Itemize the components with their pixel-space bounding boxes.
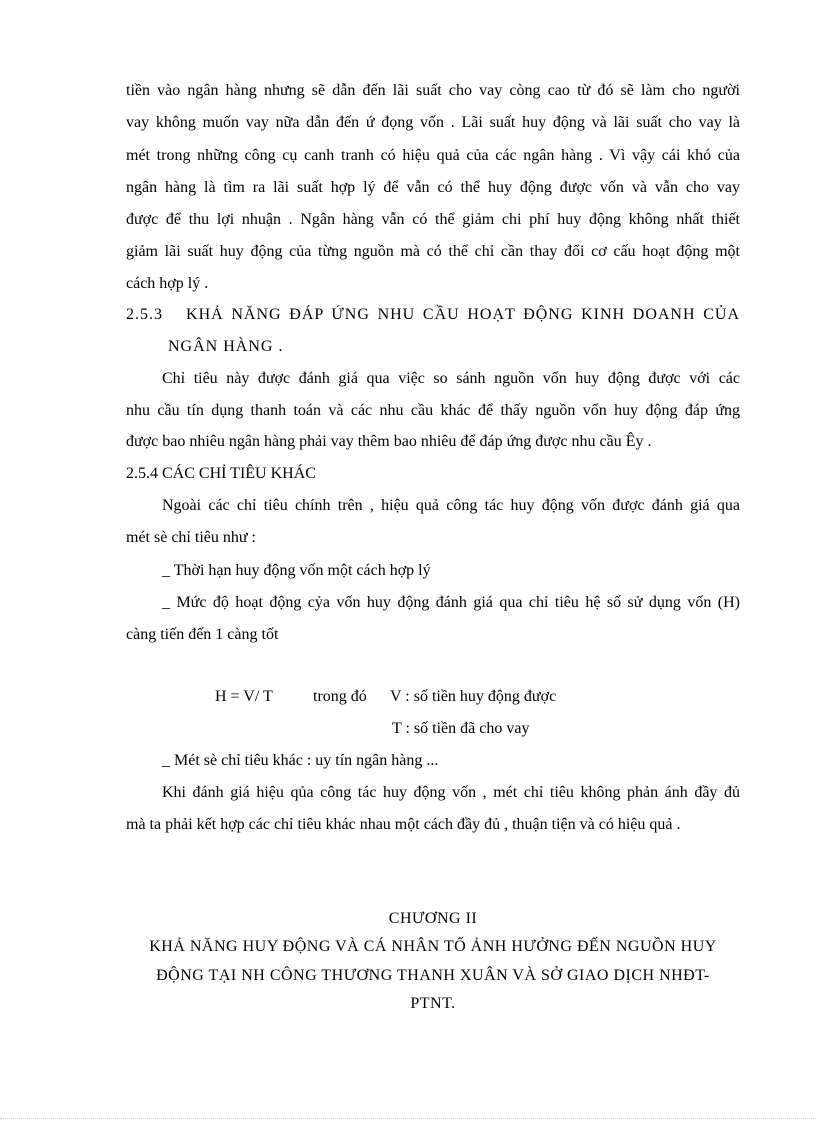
page-bottom-divider (0, 1118, 816, 1119)
paragraph-line: Ngoài các chỉ tiêu chính trên , hiệu quả công tác huy động vốn được đánh giá qua (162, 497, 740, 514)
paragraph-line: Chỉ tiêu này được đánh giá qua việc so sánh nguồn vốn huy động được với các (162, 370, 740, 387)
formula-expression: H = V/ T (215, 688, 273, 705)
paragraph-line: được để thu lợi nhuận . Ngân hàng vẫn có thể giảm chi phí huy động không nhất thiết (126, 211, 740, 228)
paragraph-line: mét trong những công cụ canh tranh có hiệu quả của các ngân hàng . Vì vậy cái khó của (126, 147, 740, 164)
list-item: _ Mức độ hoạt động cỷa vốn huy động đánh giá qua chỉ tiêu hệ số sử dụng vốn (H) (162, 594, 740, 611)
formula-where: trong đó (313, 688, 367, 705)
chapter-title-line: ĐỘNG TẠI NH CÔNG THƯƠNG THANH XUÂN VÀ SỞ GIAO DỊCH NHĐT- (156, 967, 710, 984)
formula-t-definition: T : số tiền đã cho vay (392, 720, 530, 737)
paragraph-line: vay không muốn vay nữa dẫn đến ứ đọng vốn . Lãi suất huy động và lãi suất cho vay là (126, 114, 740, 131)
section-heading-2-5-3-continued: NGÂN HÀNG . (168, 338, 284, 355)
section-heading-2-5-4: 2.5.4 CÁC CHỈ TIÊU KHÁC (126, 465, 316, 482)
chapter-title-line: KHẢ NĂNG HUY ĐỘNG VÀ CÁ NHÂN TỐ ẢNH HƯỞNG ĐẾN NGUỒN HUY (149, 938, 717, 955)
paragraph-line: tiền vào ngân hàng nhưng sẽ dẫn đến lãi suất cho vay còng cao từ đó sẽ làm cho người (126, 82, 740, 99)
paragraph-line: mét sè chỉ tiêu như : (126, 529, 256, 546)
paragraph-line: được bao nhiêu ngân hàng phải vay thêm bao nhiêu để đáp ứng được nhu cầu Êy . (126, 433, 652, 450)
chapter-label: CHƯƠNG II (388, 910, 478, 927)
list-item: _ Thời hạn huy động vốn một cách hợp lý (162, 562, 431, 579)
formula-v-definition: V : số tiền huy động được (390, 688, 557, 705)
paragraph-line: càng tiến đến 1 càng tốt (126, 626, 279, 643)
paragraph-line: ngân hàng là tìm ra lãi suất hợp lý để vẫn có thể huy động được vốn và vẫn cho vay (126, 179, 740, 196)
chapter-title-line: PTNT. (410, 995, 456, 1012)
paragraph-line: nhu cầu tín dụng thanh toán và các nhu cầu khác để thấy nguồn vốn huy động đáp ứng (126, 402, 740, 419)
list-item: _ Mét sè chỉ tiêu khác : uy tín ngân hàng ... (162, 752, 439, 769)
paragraph-line: cách hợp lý . (126, 275, 209, 292)
section-heading-2-5-3: 2.5.3 KHẢ NĂNG ĐÁP ỨNG NHU CẦU HOẠT ĐỘNG KINH DOANH CỦA (126, 306, 740, 323)
paragraph-line: giảm lãi suất huy động của từng nguồn mà có thể chỉ cần thay đổi cơ cấu hoạt động một (126, 243, 740, 260)
paragraph-line: Khi đánh giá hiệu qủa công tác huy động vốn , mét chỉ tiêu không phản ánh đầy đủ (162, 784, 740, 801)
paragraph-line: mà ta phải kết hợp các chỉ tiêu khác nhau một cách đầy đủ , thuận tiện và có hiệu quả . (126, 816, 681, 833)
